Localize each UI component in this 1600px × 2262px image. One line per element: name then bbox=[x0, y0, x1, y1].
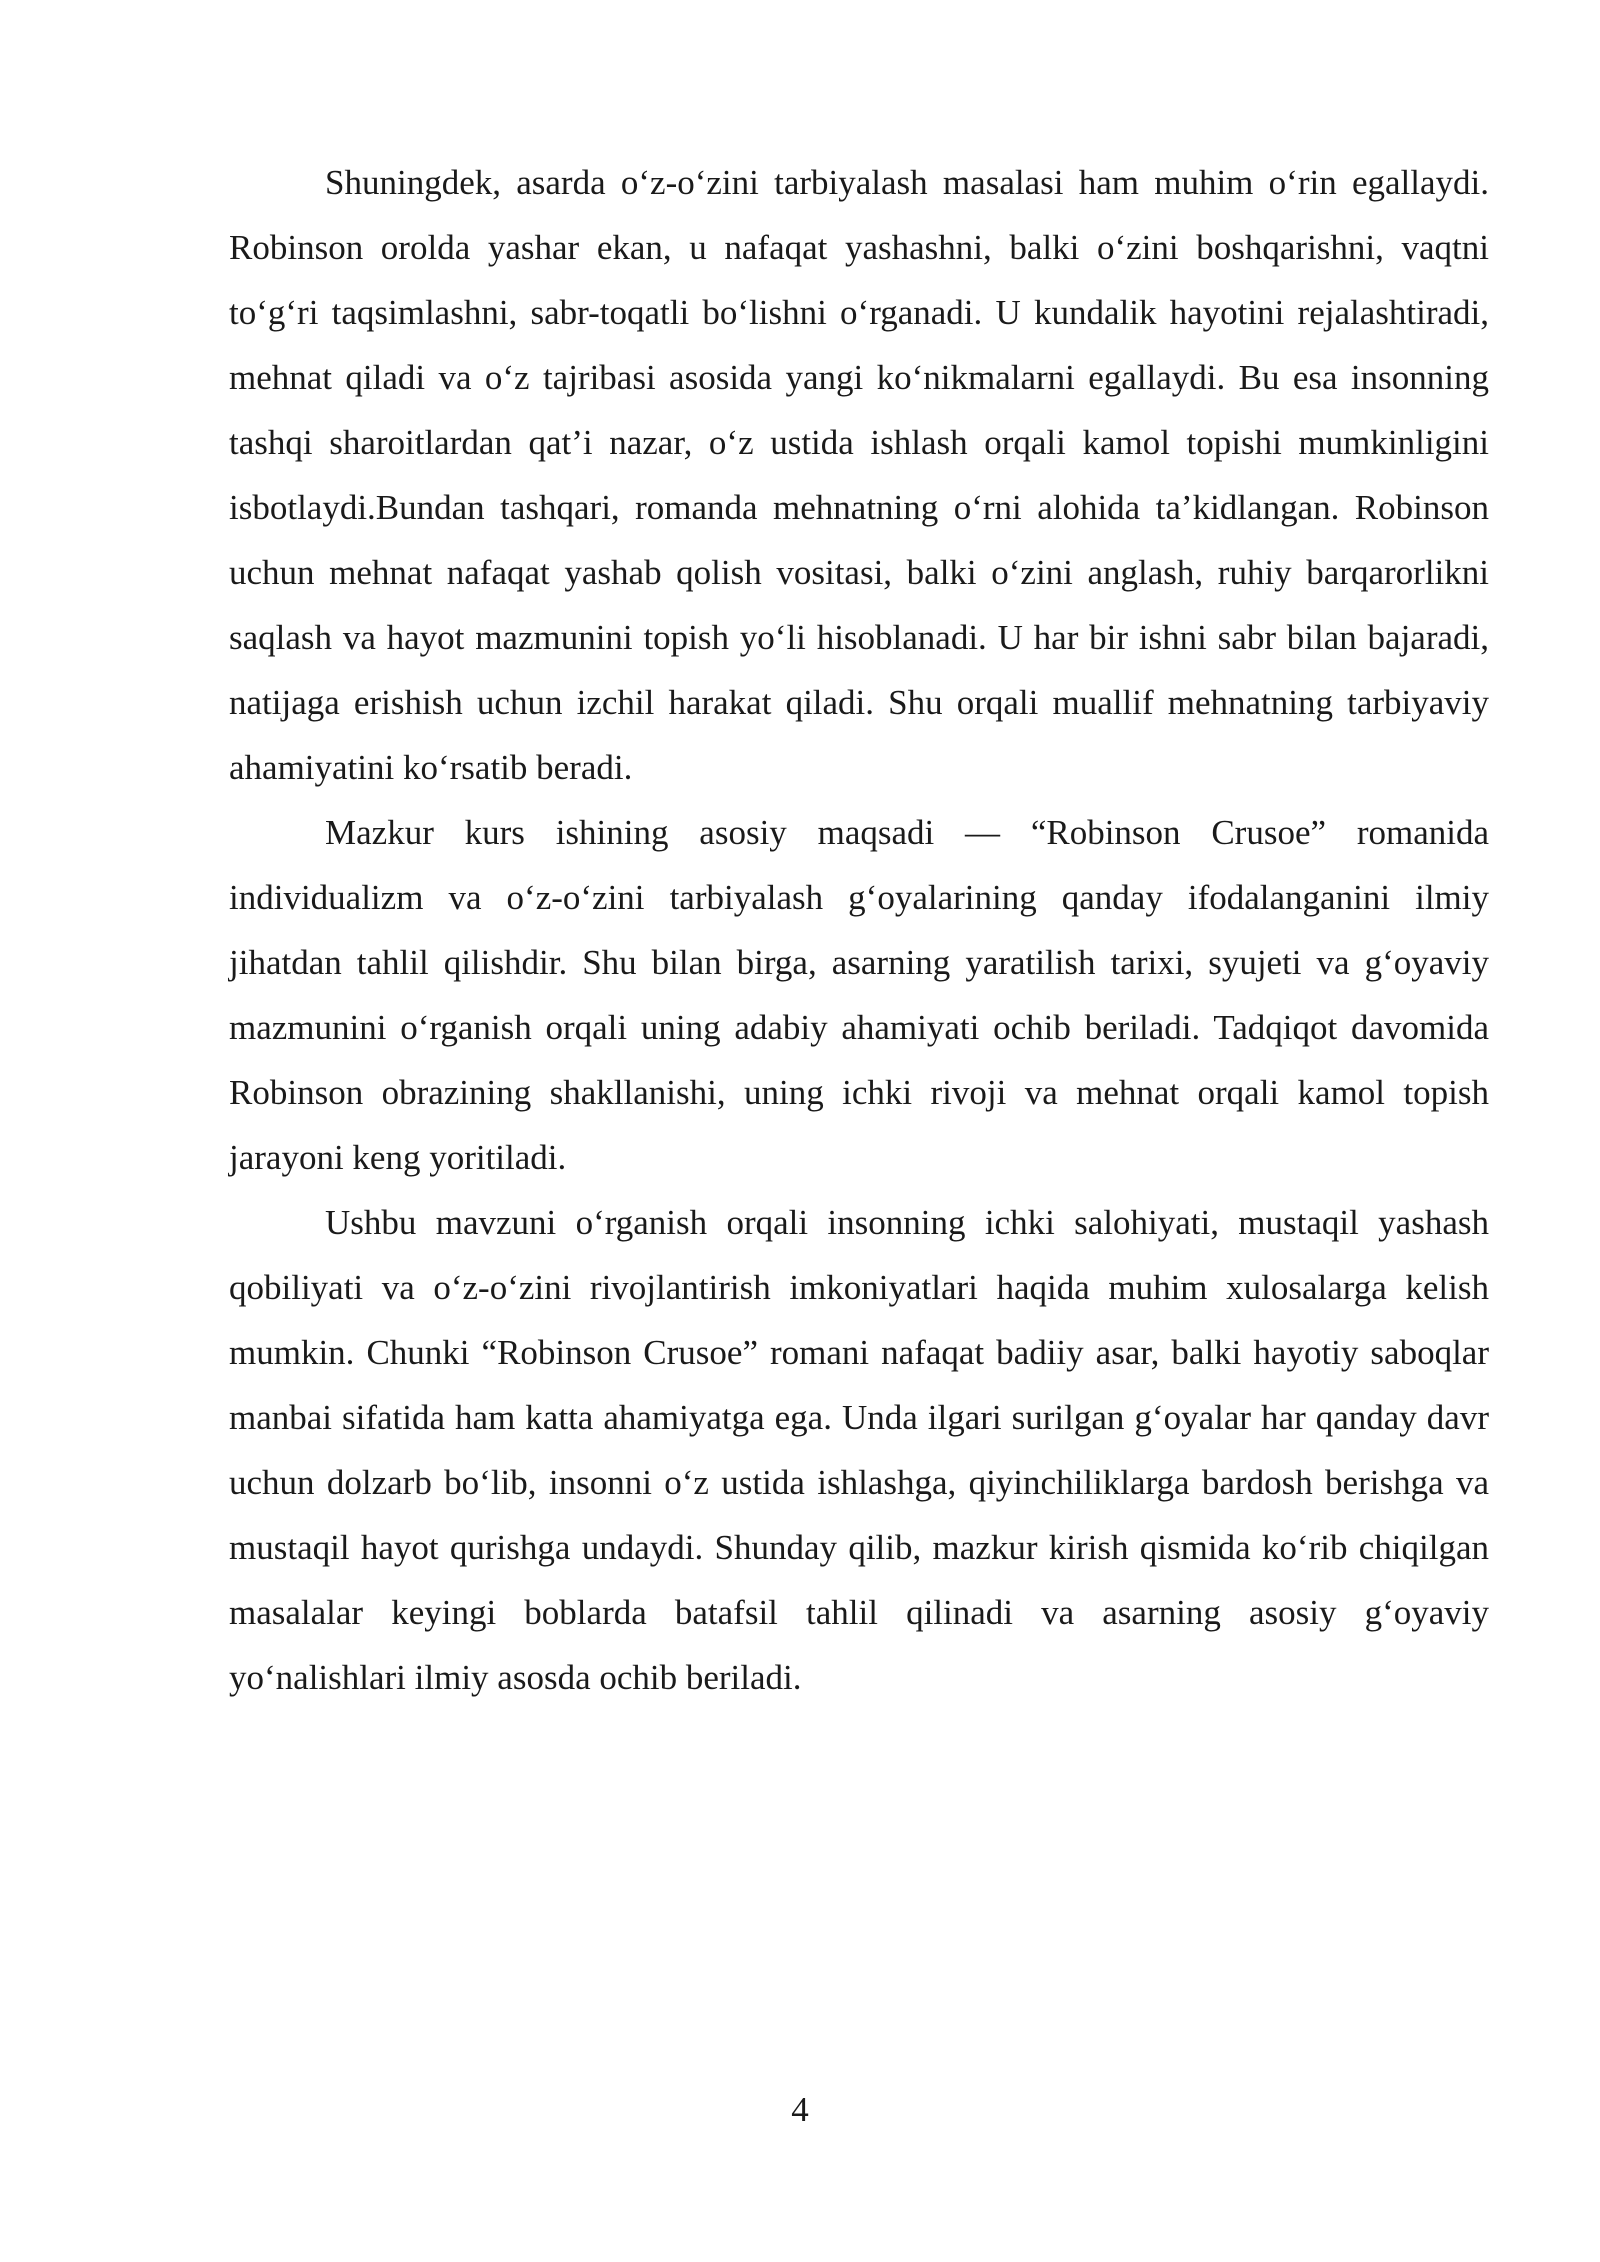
paragraph-3: Ushbu mavzuni o‘rganish orqali insonning ichki salohiyati, mustaqil yashash qobiliyati va o‘z-o‘zini rivojlantirish imkoniyatlari haqida muhim xulosalarga kelish mumkin. Chunki “Robinson Crusoe” romani nafaqat badiiy asar, balki hayotiy saboqlar manbai sifatida ham katta ahamiyatga ega. Unda ilgari surilgan g‘oyalar har qanday davr uchun dolzarb bo‘lib, insonni o‘z ustida ishlashga, qiyinchiliklarga bardosh berishga va mustaqil hayot qurishga undaydi. Shunday qilib, mazkur kirish qismida ko‘rib chiqilgan masalalar keyingi boblarda batafsil tahlil qilinadi va asarning asosiy g‘oyaviy yo‘nalishlari ilmiy asosda ochib beriladi. bbox=[229, 1203, 1489, 1697]
page-number: 4 bbox=[791, 2090, 809, 2129]
body-text bbox=[229, 150, 1489, 1710]
paragraph-1: Shuningdek, asarda o‘z-o‘zini tarbiyalash masalasi ham muhim o‘rin egallaydi. Robinson orolda yashar ekan, u nafaqat yashashni, balki o‘zini boshqarishni, vaqtni to‘g‘ri taqsimlashni, sabr-toqatli bo‘lishni o‘rganadi. U kundalik hayotini rejalashtiradi, mehnat qiladi va o‘z tajribasi asosida yangi ko‘nikmalarni egallaydi. Bu esa insonning tashqi sharoitlardan qat’i nazar, o‘z ustida ishlash orqali kamol topishi mumkinligini isbotlaydi.Bundan tashqari, romanda mehnatning o‘rni alohida ta’kidlangan. Robinson uchun mehnat nafaqat yashab qolish vositasi, balki o‘zini anglash, ruhiy barqarorlikni saqlash va hayot mazmunini topish yo‘li hisoblanadi. U har bir ishni sabr bilan bajaradi, natijaga erishish uchun izchil harakat qiladi. Shu orqali muallif mehnatning tarbiyaviy ahamiyatini ko‘rsatib beradi. bbox=[229, 163, 1489, 787]
paragraph-2: Mazkur kurs ishining asosiy maqsadi — “Robinson Crusoe” romanida individualizm va o‘z-o‘zini tarbiyalash g‘oyalarining qanday ifodalanganini ilmiy jihatdan tahlil qilishdir. Shu bilan birga, asarning yaratilish tarixi, syujeti va g‘oyaviy mazmunini o‘rganish orqali uning adabiy ahamiyati ochib beriladi. Tadqiqot davomida Robinson obrazining shakllanishi, uning ichki rivoji va mehnat orqali kamol topish jarayoni keng yoritiladi. bbox=[229, 813, 1489, 1177]
